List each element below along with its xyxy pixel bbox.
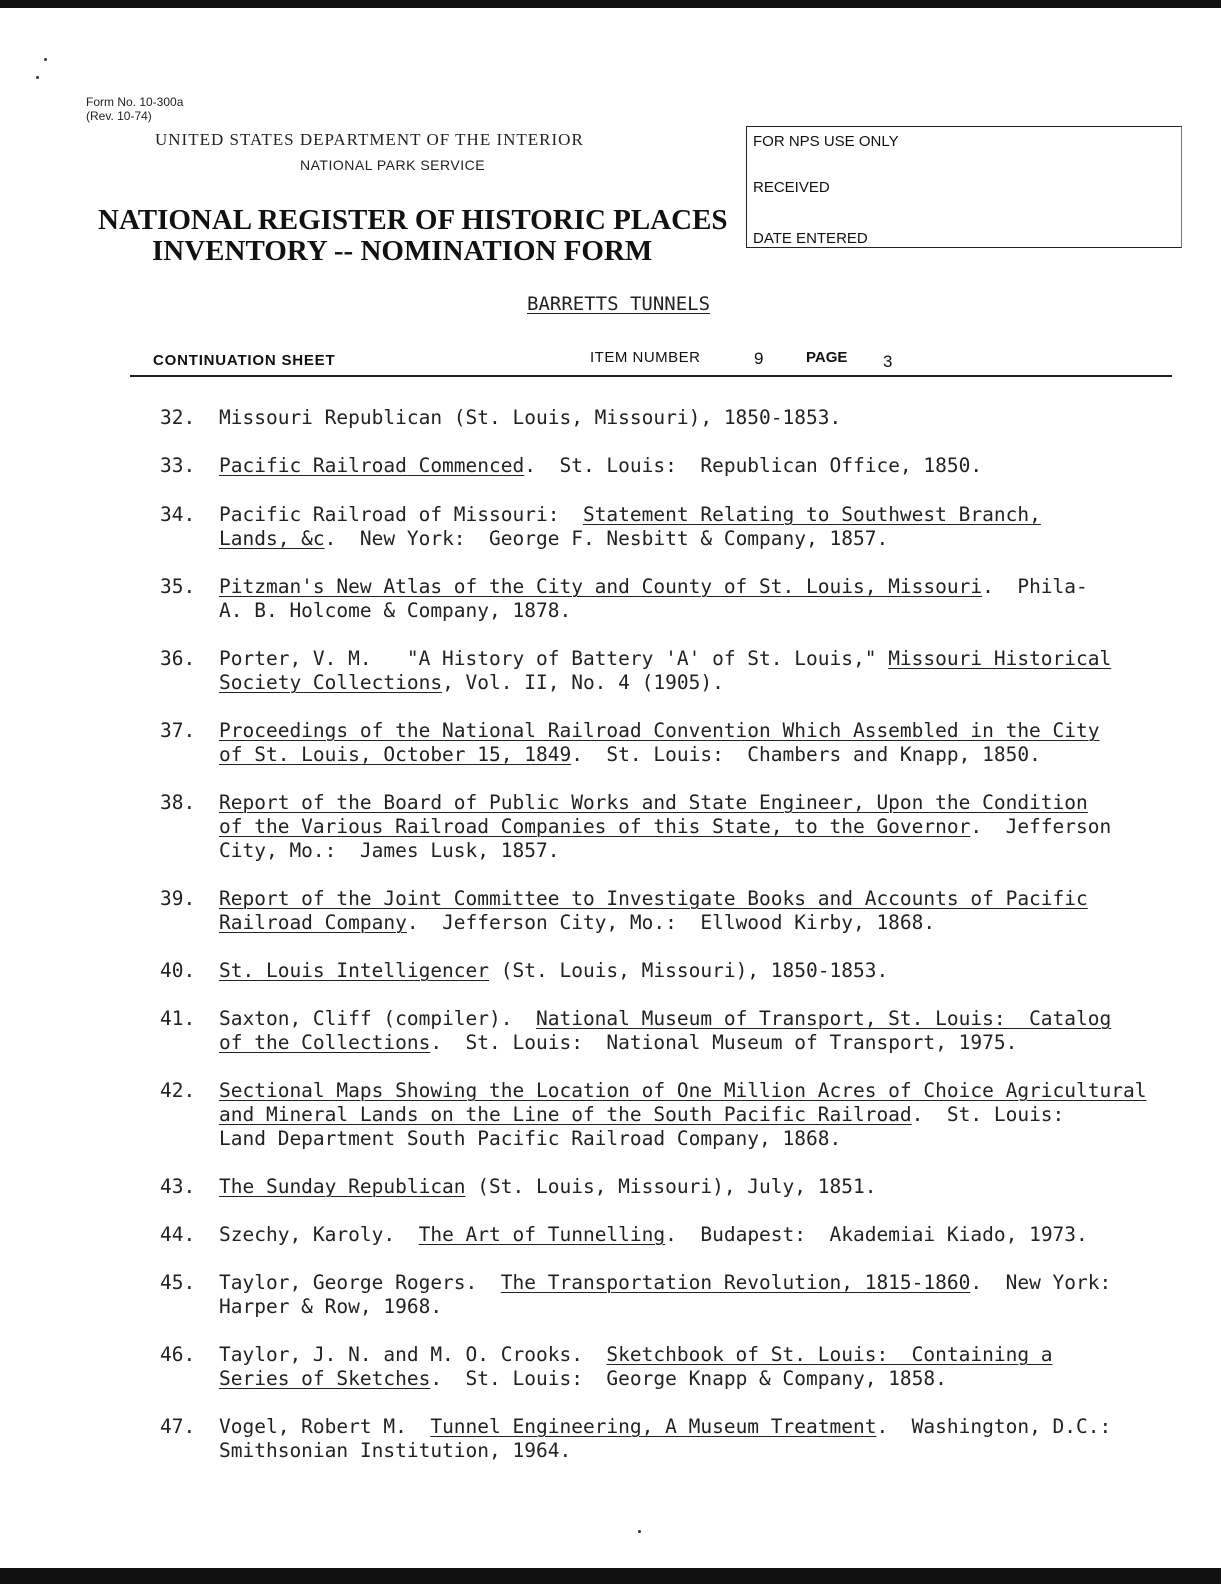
reference-detail: (St. Louis, Missouri), July, 1851.	[465, 1175, 877, 1198]
reference-text	[219, 719, 1194, 767]
reference-detail: . Phila- A. B. Holcome & Company, 1878.	[219, 575, 1088, 622]
scan-speck	[36, 76, 39, 79]
reference-detail: . New York: Harper & Row, 1968.	[219, 1271, 1112, 1318]
reference-title: of St. Louis, October 15, 1849	[219, 743, 572, 766]
reference-text	[219, 1343, 1194, 1391]
reference-number: 43.	[160, 1175, 196, 1198]
reference-detail: . St. Louis: Chambers and Knapp, 1850.	[571, 743, 1041, 766]
reference-detail: . Jefferson City, Mo.: James Lusk, 1857.	[219, 815, 1112, 862]
reference-number: 33.	[160, 454, 196, 477]
reference-title: National Museum of Transport, St. Louis: Catalog	[535, 1007, 1112, 1030]
reference-detail: Missouri Republican (St. Louis, Missouri), 1850-1853.	[219, 406, 842, 429]
reference-title: The Sunday Republican	[219, 1175, 466, 1198]
reference-number: 46.	[160, 1343, 196, 1366]
reference-number: 44.	[160, 1223, 196, 1246]
reference-title: and Mineral Lands on the Line of the South Pacific Railroad	[219, 1103, 912, 1126]
reference-number: 32.	[160, 406, 196, 429]
reference-detail: . Jefferson City, Mo.: Ellwood Kirby, 1868.	[406, 911, 936, 934]
reference-number: 41.	[160, 1007, 196, 1030]
nps-use-only-heading: FOR NPS USE ONLY	[753, 133, 899, 150]
reference-title: Pacific Railroad Commenced	[219, 454, 525, 477]
reference-text	[219, 1007, 1194, 1055]
form-revision-line: (Rev. 10-74)	[86, 109, 152, 123]
form-title-line2: INVENTORY -- NOMINATION FORM	[152, 235, 653, 267]
reference-detail: . New York: George F. Nesbitt & Company, 1857.	[324, 527, 889, 550]
reference-detail: . St. Louis: National Museum of Transport, 1975.	[430, 1031, 1018, 1054]
reference-title: Proceedings of the National Railroad Convention Which Assembled in the City	[219, 719, 1100, 742]
reference-title: Sketchbook of St. Louis: Containing a	[606, 1343, 1053, 1366]
item-number-value: 9	[754, 349, 764, 368]
reference-text	[219, 575, 1194, 623]
reference-detail: Taylor, J. N. and M. O. Crooks.	[219, 1343, 607, 1366]
reference-number: 34.	[160, 503, 196, 526]
property-name: BARRETTS TUNNELS	[527, 293, 711, 315]
page-number-value: 3	[883, 352, 893, 371]
scan-speck	[638, 1530, 641, 1533]
reference-number: 40.	[160, 959, 196, 982]
reference-title: Series of Sketches	[219, 1367, 431, 1390]
reference-detail: . Budapest: Akademiai Kiado, 1973.	[665, 1223, 1088, 1246]
reference-detail: Taylor, George Rogers.	[219, 1271, 501, 1294]
reference-number: 39.	[160, 887, 196, 910]
reference-number: 37.	[160, 719, 196, 742]
reference-text	[219, 454, 1194, 478]
reference-title: Report of the Joint Committee to Investigate Books and Accounts of Pacific	[219, 887, 1088, 910]
reference-title: Missouri Historical	[888, 647, 1112, 670]
continuation-sheet-label: CONTINUATION SHEET	[153, 352, 336, 369]
reference-title: St. Louis Intelligencer	[219, 959, 490, 982]
reference-detail: . St. Louis: George Knapp & Company, 1858.	[430, 1367, 947, 1390]
form-number	[86, 95, 183, 123]
service-name: NATIONAL PARK SERVICE	[300, 157, 486, 173]
reference-title: The Transportation Revolution, 1815-1860	[500, 1271, 971, 1294]
reference-text	[219, 1415, 1194, 1463]
reference-detail: , Vol. II, No. 4 (1905).	[442, 671, 724, 694]
reference-text	[219, 1175, 1194, 1199]
scan-bottom-border	[0, 1568, 1221, 1584]
reference-title: The Art of Tunnelling	[418, 1223, 666, 1246]
reference-title: Sectional Maps Showing the Location of One Million Acres of Choice Agricultural	[219, 1079, 1147, 1102]
reference-number: 38.	[160, 791, 196, 814]
reference-text	[219, 959, 1194, 983]
department-name: UNITED STATES DEPARTMENT OF THE INTERIOR	[155, 130, 584, 149]
reference-title: of the Collections	[219, 1031, 431, 1054]
nps-use-only-box	[746, 126, 1182, 248]
reference-text	[219, 1079, 1194, 1151]
reference-title: of the Various Railroad Companies of this State, to the Governor	[219, 815, 971, 838]
reference-text	[219, 647, 1194, 695]
reference-detail: Szechy, Karoly.	[219, 1223, 419, 1246]
reference-detail: . St. Louis: Land Department South Pacific Railroad Company, 1868.	[219, 1103, 1065, 1150]
reference-title: Tunnel Engineering, A Museum Treatment	[430, 1415, 877, 1438]
reference-title: Report of the Board of Public Works and State Engineer, Upon the Condition	[219, 791, 1088, 814]
item-number-label: ITEM NUMBER	[590, 349, 701, 366]
reference-detail: (St. Louis, Missouri), 1850-1853.	[489, 959, 889, 982]
reference-text	[219, 406, 1194, 430]
reference-detail: Porter, V. M. "A History of Battery 'A' of St. Louis,"	[219, 647, 889, 670]
received-label: RECEIVED	[753, 179, 830, 196]
reference-detail: . St. Louis: Republican Office, 1850.	[524, 454, 983, 477]
reference-text	[219, 887, 1194, 935]
reference-number: 36.	[160, 647, 196, 670]
reference-detail: Pacific Railroad of Missouri:	[219, 503, 583, 526]
date-entered-label: DATE ENTERED	[753, 230, 868, 247]
form-title-line1: NATIONAL REGISTER OF HISTORIC PLACES	[98, 204, 728, 236]
reference-detail: Vogel, Robert M.	[219, 1415, 431, 1438]
reference-title: Lands, &c	[219, 527, 325, 550]
page-label: PAGE	[806, 349, 848, 366]
form-number-line: Form No. 10-300a	[86, 95, 184, 109]
reference-title: Statement Relating to Southwest Branch,	[582, 503, 1041, 526]
reference-title: Railroad Company	[219, 911, 407, 934]
reference-number: 47.	[160, 1415, 196, 1438]
reference-text	[219, 503, 1194, 551]
reference-title: Society Collections	[219, 671, 443, 694]
reference-number: 42.	[160, 1079, 196, 1102]
reference-text	[219, 1223, 1194, 1247]
scan-speck	[44, 58, 47, 61]
reference-number: 45.	[160, 1271, 196, 1294]
reference-detail: . Washington, D.C.: Smithsonian Institution, 1964.	[219, 1415, 1112, 1462]
scan-top-border	[0, 0, 1221, 8]
reference-text	[219, 791, 1194, 863]
reference-detail: Saxton, Cliff (compiler).	[219, 1007, 536, 1030]
reference-title: Pitzman's New Atlas of the City and County of St. Louis, Missouri	[219, 575, 983, 598]
header-rule	[130, 375, 1172, 377]
reference-number: 35.	[160, 575, 196, 598]
reference-text	[219, 1271, 1194, 1319]
